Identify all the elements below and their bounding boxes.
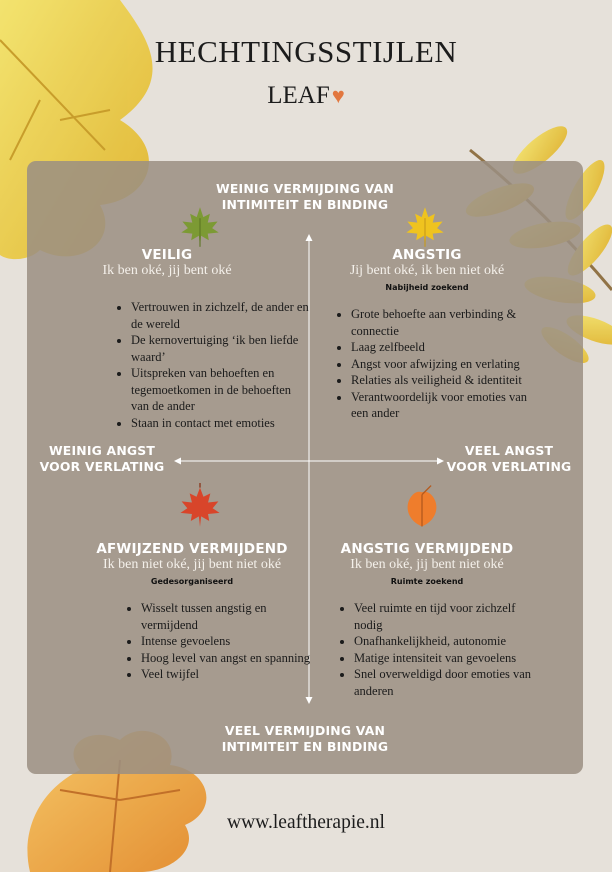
quadrant-list-angstig-vermijdend xyxy=(339,600,544,699)
list-item: • Angst voor afwijzing en verlating xyxy=(351,356,536,373)
list-item: • De kernovertuiging ‘ik ben liefde waard’ xyxy=(131,332,311,365)
birch-leaf-icon xyxy=(397,483,447,529)
arrow-left-icon xyxy=(174,458,181,465)
attachment-styles-card xyxy=(27,161,583,774)
quadrant-list-angstig xyxy=(336,306,536,422)
brand xyxy=(0,82,612,110)
maple-leaf-icon xyxy=(177,483,223,529)
maple-leaf-icon xyxy=(402,205,448,249)
quadrant-tag-afwijzend: Gedesorganiseerd xyxy=(150,577,234,586)
list-item: • Snel overweldigd door emoties van anderen xyxy=(354,666,544,699)
quadrant-title-veilig: VEILIG xyxy=(141,247,193,263)
list-item: • Wisselt tussen angstig en vermijdend xyxy=(141,600,311,633)
list-item: • Staan in contact met emoties xyxy=(131,415,311,432)
quadrant-tag-angstig-vermijdend: Ruimte zoekend xyxy=(390,577,464,586)
quadrant-subtitle-angstig: Jij bent oké, ik ben niet oké xyxy=(349,263,505,278)
page-title: HECHTINGSSTIJLEN xyxy=(154,34,458,69)
brand-name: LEAF xyxy=(267,82,330,109)
axis-label-left: WEINIG ANGST VOOR VERLATING xyxy=(39,443,165,474)
quadrant-list-veilig xyxy=(116,299,311,431)
quadrant-tag-angstig: Nabijheid zoekend xyxy=(385,283,469,292)
quadrant-subtitle-angstig-vermijdend: Ik ben oké, jij bent niet oké xyxy=(350,557,504,572)
list-item: • Vertrouwen in zichzelf, de ander en de wereld xyxy=(131,299,311,332)
list-item: • Verantwoordelijk voor emoties van een ander xyxy=(351,389,536,422)
list-item: • Intense gevoelens xyxy=(141,633,311,650)
list-item: • Uitspreken van behoeften en tegemoetkomen in de behoeften van de ander xyxy=(131,365,311,415)
list-item: • Grote behoefte aan verbinding & connectie xyxy=(351,306,536,339)
quadrant-title-angstig-vermijdend: ANGSTIG VERMIJDEND xyxy=(340,541,514,557)
list-item: • Laag zelfbeeld xyxy=(351,339,536,356)
list-item: • Hoog level van angst en spanning xyxy=(141,650,311,667)
quadrant-title-afwijzend: AFWIJZEND VERMIJDEND xyxy=(96,541,288,557)
list-item: • Veel ruimte en tijd voor zichzelf nodig xyxy=(354,600,544,633)
axis-label-right: VEEL ANGST VOOR VERLATING xyxy=(446,443,572,474)
list-item: • Onafhankelijkheid, autonomie xyxy=(354,633,544,650)
arrow-up-icon xyxy=(306,234,313,241)
quadrant-subtitle-afwijzend: Ik ben niet oké, jij bent niet oké xyxy=(102,557,282,572)
axis-label-bottom: VEEL VERMIJDING VAN INTIMITEIT EN BINDING xyxy=(221,723,389,754)
quadrant-list-afwijzend xyxy=(126,600,311,683)
heart-icon: ♥ xyxy=(331,83,345,108)
list-item: • Veel twijfel xyxy=(141,666,311,683)
list-item: • Matige intensiteit van gevoelens xyxy=(354,650,544,667)
website-url: www.leaftherapie.nl xyxy=(227,812,385,833)
maple-leaf-icon xyxy=(177,205,223,249)
arrow-down-icon xyxy=(306,697,313,704)
quadrant-title-angstig: ANGSTIG xyxy=(392,247,462,263)
axis-label-top: WEINIG VERMIJDING VAN INTIMITEIT EN BINDING xyxy=(215,181,394,212)
quadrant-subtitle-veilig: Ik ben oké, jij bent oké xyxy=(102,263,232,278)
list-item: • Relaties als veiligheid & identiteit xyxy=(351,372,536,389)
